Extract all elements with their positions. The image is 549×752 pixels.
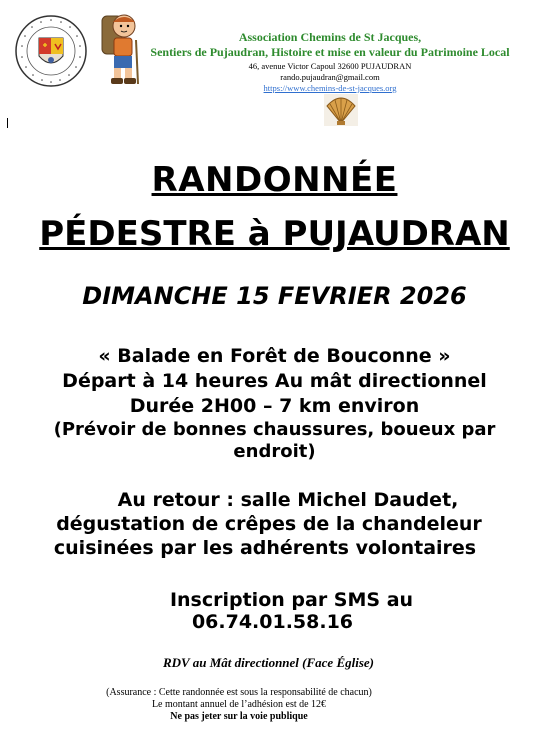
org-website-link[interactable]: https://www.chemins-de-st-jacques.org xyxy=(263,83,397,93)
return-line-3: cuisinées par les adhérents volontaires xyxy=(53,537,477,559)
association-logo xyxy=(14,14,88,88)
registration-label: Inscription par SMS au xyxy=(169,589,414,611)
duration-info: Durée 2H00 – 7 km environ xyxy=(129,395,420,417)
text-cursor xyxy=(7,118,8,128)
litter-notice: Ne pas jeter sur la voie publique xyxy=(170,711,308,722)
org-email: rando.pujaudran@gmail.com xyxy=(280,72,380,82)
org-subtitle: Sentiers de Pujaudran, Histoire et mise en valeur du Patrimoine Local xyxy=(150,45,510,59)
shoes-note-line-2: endroit) xyxy=(233,441,316,462)
hiker-mascot xyxy=(96,12,140,88)
title-line-1: RANDONNÉE xyxy=(151,160,398,200)
return-line-1: Au retour : salle Michel Daudet, xyxy=(117,489,459,511)
scallop-shell-icon xyxy=(324,94,358,126)
registration-phone: 06.74.01.58.16 xyxy=(191,611,354,633)
shoes-note-line-1: (Prévoir de bonnes chaussures, boueux par xyxy=(53,419,496,440)
title-line-2: PÉDESTRE à PUJAUDRAN xyxy=(39,214,510,254)
return-line-2: dégustation de crêpes de la chandeleur xyxy=(56,513,482,535)
org-name: Association Chemins de St Jacques, xyxy=(238,30,422,44)
event-date: DIMANCHE 15 FEVRIER 2026 xyxy=(82,282,467,310)
walk-name: « Balade en Forêt de Bouconne » xyxy=(98,345,451,367)
meeting-point: RDV au Mât directionnel (Face Église) xyxy=(162,655,374,670)
departure-info: Départ à 14 heures Au mât directionnel xyxy=(62,370,487,392)
org-address: 46, avenue Victor Capoul 32600 PUJAUDRAN xyxy=(248,61,412,71)
membership-fee: Le montant annuel de l’adhésion est de 12€ xyxy=(151,699,327,710)
insurance-note: (Assurance : Cette randonnée est sous la responsabilité de chacun) xyxy=(106,687,372,698)
